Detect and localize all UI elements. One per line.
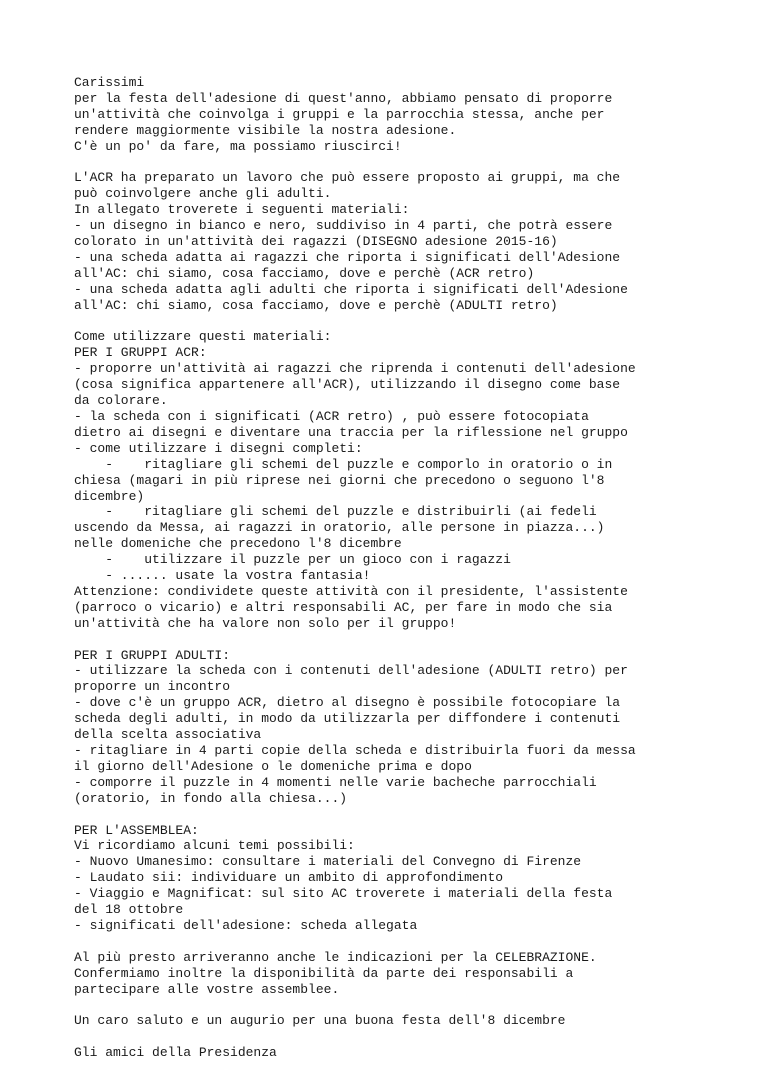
text-line: scheda degli adulti, in modo da utilizzarla per diffondere i contenuti [74, 711, 621, 727]
text-line: Gli amici della Presidenza [74, 1045, 277, 1061]
text-line: - come utilizzare i disegni completi: [74, 440, 363, 456]
text-line: - utilizzare la scheda con i contenuti dell'adesione (ADULTI retro) per [74, 663, 628, 679]
text-line: da colorare. [74, 393, 168, 409]
text-line: - Laudato sii: individuare un ambito di approfondimento [74, 870, 504, 886]
paragraph-gruppi-acr [74, 329, 754, 631]
text-line: - un disegno in bianco e nero, suddiviso in 4 parti, che potrà essere [74, 218, 613, 234]
text-line: proporre un incontro [74, 679, 231, 695]
text-line: un'attività che ha valore non solo per il gruppo! [74, 615, 457, 631]
text-line: della scelta associativa [74, 727, 262, 743]
text-line: (cosa significa appartenere all'ACR), utilizzando il disegno come base [74, 377, 621, 393]
text-line: - dove c'è un gruppo ACR, dietro al disegno è possibile fotocopiare la [74, 695, 621, 711]
text-line: C'è un po' da fare, ma possiamo riuscirci! [74, 138, 402, 154]
text-line: Un caro saluto e un augurio per una buona festa dell'8 dicembre [74, 1013, 566, 1029]
text-line: - comporre il puzzle in 4 momenti nelle varie bacheche parrocchiali [74, 774, 597, 790]
text-line: del 18 ottobre [74, 902, 184, 918]
text-line: (oratorio, in fondo alla chiesa...) [74, 790, 348, 806]
text-line: - una scheda adatta ai ragazzi che riporta i significati dell'Adesione [74, 249, 621, 265]
text-line: partecipare alle vostre assemblee. [74, 981, 340, 997]
text-line: (parroco o vicario) e altri responsabili AC, per fare in modo che sia [74, 599, 613, 615]
text-line: Carissimi [74, 75, 145, 90]
text-line: - ritagliare gli schemi del puzzle e distribuirli (ai fedeli [74, 504, 597, 520]
text-line: - ...... usate la vostra fantasia! [74, 568, 371, 584]
paragraph-gruppi-adulti [74, 648, 754, 807]
text-line: - utilizzare il puzzle per un gioco con i ragazzi [74, 552, 511, 568]
text-line: all'AC: chi siamo, cosa facciamo, dove e perchè (ACR retro) [74, 265, 535, 281]
text-line: PER I GRUPPI ADULTI: [74, 647, 231, 663]
document-body [74, 75, 754, 1077]
text-line: il giorno dell'Adesione o le domeniche prima e dopo [74, 758, 472, 774]
paragraph-intro [74, 75, 754, 155]
text-line: - ritagliare in 4 parti copie della scheda e distribuirla fuori da messa [74, 743, 636, 759]
text-line: - ritagliare gli schemi del puzzle e comporlo in oratorio o in [74, 456, 613, 472]
text-line: - significati dell'adesione: scheda allegata [74, 917, 418, 933]
text-line: Attenzione: condividete queste attività con il presidente, l'assistente [74, 583, 628, 599]
paragraph-celebrazione [74, 950, 754, 998]
text-line: Vi ricordiamo alcuni temi possibili: [74, 838, 355, 854]
text-line: PER L'ASSEMBLEA: [74, 822, 199, 838]
text-line: colorato in un'attività dei ragazzi (DISEGNO adesione 2015-16) [74, 234, 558, 250]
text-line: - la scheda con i significati (ACR retro) , può essere fotocopiata [74, 409, 589, 424]
text-line: per la festa dell'adesione di quest'anno, abbiamo pensato di proporre [74, 90, 613, 106]
text-line: dicembre) [74, 488, 145, 504]
text-line: Confermiamo inoltre la disponibilità da parte dei responsabili a [74, 965, 574, 981]
text-line: - una scheda adatta agli adulti che riporta i significati dell'Adesione [74, 281, 628, 297]
paragraph-acr-work [74, 170, 754, 313]
text-line: Come utilizzare questi materiali: [74, 329, 332, 345]
text-line: - Viaggio e Magnificat: sul sito AC troverete i materiali della festa [74, 886, 613, 902]
text-line: all'AC: chi siamo, cosa facciamo, dove e perchè (ADULTI retro) [74, 297, 558, 313]
text-line: chiesa (magari in più riprese nei giorni che precedono o seguono l'8 [74, 472, 605, 488]
text-line: - Nuovo Umanesimo: consultare i materiali del Convegno di Firenze [74, 854, 582, 870]
text-line: rendere maggiormente visibile la nostra adesione. [74, 122, 457, 138]
text-line: Al più presto arriveranno anche le indicazioni per la CELEBRAZIONE. [74, 949, 597, 965]
text-line: nelle domeniche che precedono l'8 dicembre [74, 536, 402, 552]
paragraph-saluto [74, 1013, 754, 1029]
text-line: può coinvolgere anche gli adulti. [74, 186, 332, 202]
text-line: dietro ai disegni e diventare una traccia per la riflessione nel gruppo [74, 424, 628, 440]
paragraph-firma [74, 1045, 754, 1061]
text-line: L'ACR ha preparato un lavoro che può essere proposto ai gruppi, ma che [74, 170, 621, 186]
text-line: PER I GRUPPI ACR: [74, 345, 207, 361]
text-line: uscendo da Messa, ai ragazzi in oratorio, alle persone in piazza...) [74, 520, 605, 536]
text-line: - proporre un'attività ai ragazzi che riprenda i contenuti dell'adesione [74, 361, 636, 377]
text-line: un'attività che coinvolga i gruppi e la parrocchia stessa, anche per [74, 106, 605, 122]
text-line: In allegato troverete i seguenti materiali: [74, 202, 410, 218]
paragraph-assemblea [74, 823, 754, 934]
